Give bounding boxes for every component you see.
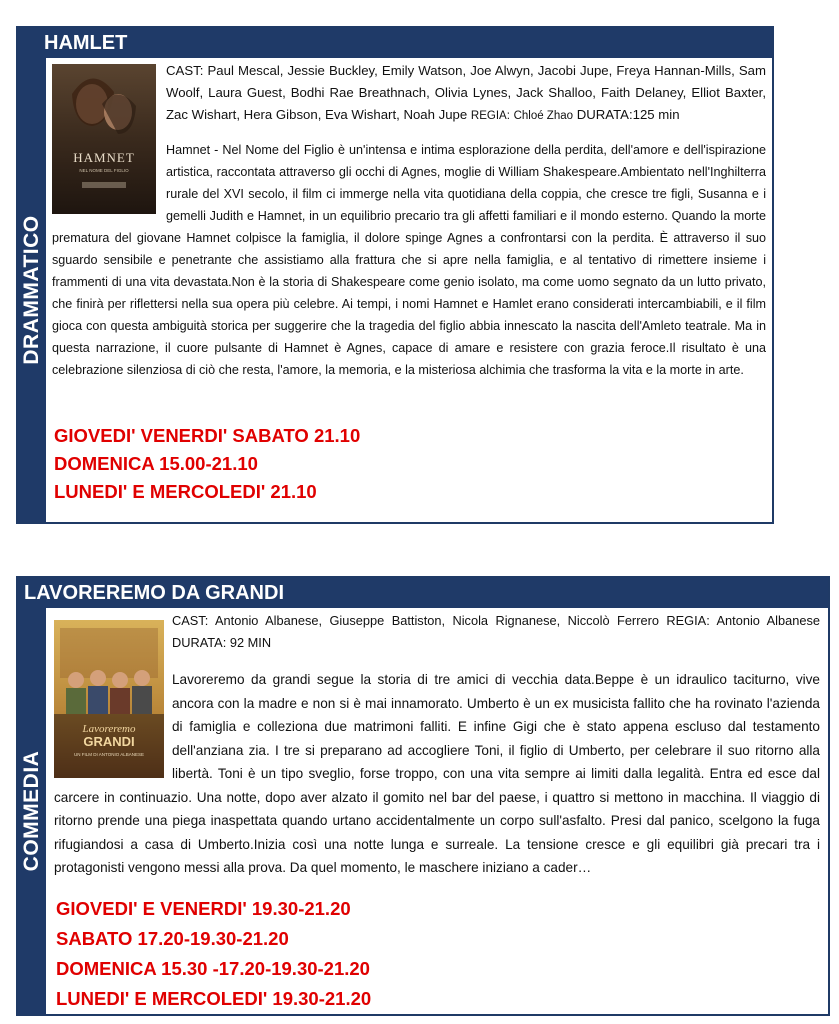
movie-details — [54, 610, 820, 880]
regia-name: Chloé Zhao — [513, 110, 574, 122]
genre-label: COMMEDIA — [20, 750, 43, 872]
showtimes — [56, 894, 371, 1014]
plot-text: Hamnet - Nel Nome del Figlio è un'intensa e intima esplorazione della perdita, dell'amore e dell'ispirazione artistica, raccontata attraverso gli occhi di Agnes, moglie di William Shakespeare.Ambientato nell'Inghilterra rurale del XVI secolo, il film ci immerge nella vita quotidiana della coppia, che cresce tre figli, Susanna e i gemelli Judith e Hamnet, in un equilibrio precario tra gli affetti familiari e il mondo esterno. Quando la morte prematura del giovane Hamnet colpisce la famiglia, il dolore spinge Agnes a confrontarsi con la perdita. È attraverso il suo sguardo sensibile e penetrante che assistiamo alla frattura che si apre nella famiglia, e al tentativo di rimettere insieme i frammenti di una vita devastata.Non è la storia di Shakespeare come genio isolato, ma come uomo segnato da un lutto privato, che finirà per riflettersi nella sua opera più celebre. Ai tempi, i nomi Hamnet e Hamlet erano considerati intercambiabili, e il film gioca con questa ambiguità storica per suggerire che la tragedia del figlio abbia innescato la nascita dell'Amleto teatrale. Ma in questa narrazione, il cuore pulsante di Hamnet è Agnes, capace di amare e resistere con grazia feroce.Il risultato è una celebrazione silenziosa di ciò che resta, l'amore, la memoria, e la misteriosa alchimia che trasforma la vita e la morte in arte. — [52, 143, 766, 377]
svg-text:Lavoreremo: Lavoreremo — [82, 723, 136, 735]
showtime-line: DOMENICA 15.00-21.10 — [54, 453, 258, 474]
duration: DURATA:125 min — [576, 107, 680, 122]
regia-label: REGIA: — [666, 613, 710, 628]
showtime-line: DOMENICA 15.30 -17.20-19.30-21.20 — [56, 958, 370, 979]
movie-card-hamlet — [16, 26, 774, 524]
movie-title: HAMLET — [18, 28, 772, 58]
showtimes — [54, 422, 360, 506]
regia-label: REGIA: — [470, 110, 510, 122]
showtime-line: LUNEDI' E MERCOLEDI' 19.30-21.20 — [56, 988, 372, 1009]
svg-text:HAMNET: HAMNET — [73, 150, 135, 165]
showtime-line: GIOVEDI' VENERDI' SABATO 21.10 — [54, 425, 361, 446]
movie-title: LAVOREREMO DA GRANDI — [18, 578, 828, 608]
showtime-line: SABATO 17.20-19.30-21.20 — [56, 928, 289, 949]
cast-list: Paul Mescal, Jessie Buckley, Emily Watson, Joe Alwyn, Jacobi Jupe, Freya Hannan-Mills, Sam Woolf, Laura Guest, Bodhi Rae Breathnach, Olivia Lynes, Jack Shalloo, Faith Delaney, Elliot Baxter, Zac Wishart, Hera Gibson, Eva Wishart, Noah Jupe — [166, 63, 766, 122]
genre-bar — [18, 58, 46, 522]
regia-name: Antonio Albanese — [716, 613, 820, 628]
showtime-line: GIOVEDI' E VENERDI' 19.30-21.20 — [56, 898, 351, 919]
genre-bar — [18, 608, 46, 1014]
cast-label: CAST: — [166, 63, 204, 78]
svg-text:NEL NOME DEL FIGLIO: NEL NOME DEL FIGLIO — [79, 168, 129, 173]
cast-list: Antonio Albanese, Giuseppe Battiston, Nicola Rignanese, Niccolò Ferrero — [215, 613, 659, 628]
cast-label: CAST: — [172, 613, 209, 628]
duration: DURATA: 92 MIN — [172, 635, 272, 650]
showtime-line: LUNEDI' E MERCOLEDI' 21.10 — [54, 481, 317, 502]
svg-text:GRANDI: GRANDI — [83, 734, 135, 749]
genre-label: DRAMMATICO — [20, 215, 43, 365]
movie-details — [52, 60, 766, 381]
plot-text: Lavoreremo da grandi segue la storia di tre amici di vecchia data.Beppe è un idraulico taciturno, vive ancora con la madre e non si è mai innamorato. Umberto è un ex musicista fallito che ha rovinato l'azienda di famiglia e colleziona due matrimoni falliti. E infine Gigi che è stato appena escluso dal testamento dell'anziana zia. I tre si preparano ad accogliere Toni, il figlio di Umberto, per celebrare il suo ritorno alla libertà. Toni è un tipo sveglio, forse troppo, con una vita sempre ai limiti dalla legalità. Entra ed esce dal carcere in continuazio. Una notte, dopo aver alzato il gomito nel bar del paese, i quattro si mettono in macchina. Il viaggio di ritorno prende una piega inaspettata quando urtano accidentalmente un corpo sull'asfalto. Presi dal panico, scelgono la fuga rifugiandosi a casa di Umberto.Inizia così una notte lunga e surreale. La tensione cresce e gli equilibri già precari tra i protagonisti vengono messi alla prova. Da quel momento, le maschere iniziano a cader… — [54, 672, 820, 875]
svg-text:UN FILM DI ANTONIO ALBANESE: UN FILM DI ANTONIO ALBANESE — [74, 752, 144, 757]
movie-card-lavoreremo-da-grandi — [16, 576, 830, 1016]
